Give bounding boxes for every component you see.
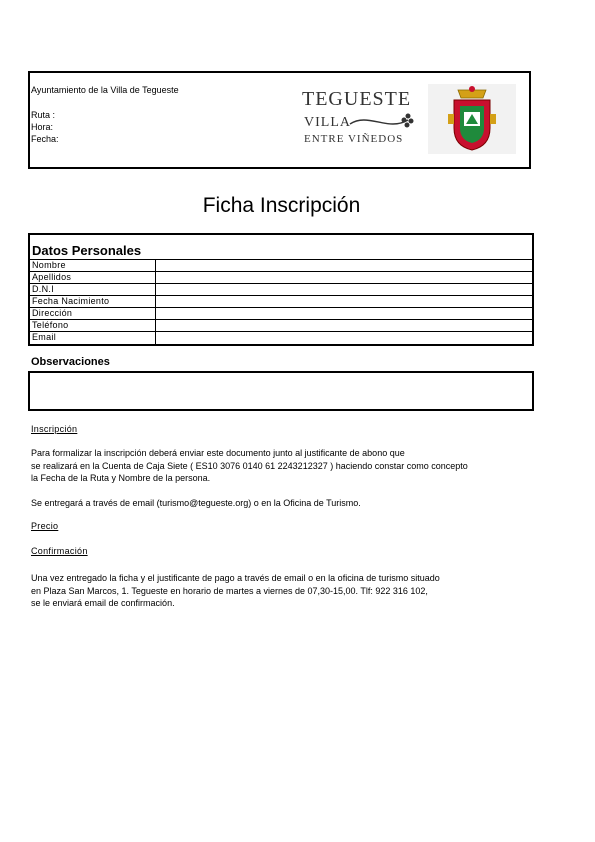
- vine-icon: [348, 110, 418, 136]
- org-name: Ayuntamiento de la Villa de Tegueste: [31, 85, 179, 95]
- precio-label: Precio: [31, 521, 59, 531]
- field-row-telefono[interactable]: [30, 319, 532, 331]
- field-label-apellidos: Apellidos: [32, 272, 72, 282]
- tegueste-logo: [300, 86, 422, 150]
- inscripcion-label: Inscripción: [31, 424, 78, 434]
- ruta-label: Ruta :: [31, 110, 56, 120]
- logo-line-2: VILLA: [304, 115, 351, 130]
- field-label-nombre: Nombre: [32, 260, 66, 270]
- field-row-nombre[interactable]: [30, 259, 532, 271]
- confirmacion-line-2: en Plaza San Marcos, 1. Tegueste en horario de martes a viernes de 07,30-15,00. Tlf: 922 316 102,: [31, 585, 428, 596]
- fecha-label: Fecha:: [31, 134, 59, 144]
- coat-of-arms: [428, 84, 516, 154]
- field-row-direccion[interactable]: [30, 307, 532, 319]
- logo-line-1: TEGUESTE: [302, 88, 412, 110]
- field-row-email[interactable]: [30, 331, 532, 344]
- confirmacion-label: Confirmación: [31, 546, 88, 556]
- inscripcion-text: [31, 447, 468, 485]
- field-row-apellidos[interactable]: [30, 271, 532, 283]
- field-label-telefono: Teléfono: [32, 320, 69, 330]
- field-label-dni: D.N.I: [32, 284, 55, 294]
- column-divider: [155, 320, 156, 331]
- datos-personales-heading: Datos Personales: [32, 243, 142, 258]
- shield-icon: [428, 84, 516, 154]
- inscripcion-line-2: se realizará en la Cuenta de Caja Siete ( ES10 3076 0140 61 2243212327 ) haciendo constar como concepto: [31, 460, 468, 471]
- field-label-email: Email: [32, 332, 57, 342]
- hora-label: Hora:: [31, 122, 54, 132]
- column-divider: [155, 272, 156, 283]
- inscripcion-line-1: Para formalizar la inscripción deberá enviar este documento junto al justificante de abono que: [31, 448, 405, 458]
- observaciones-box[interactable]: [28, 371, 534, 411]
- confirmacion-text: [31, 572, 440, 610]
- field-row-fecha-nacimiento[interactable]: [30, 295, 532, 307]
- observaciones-heading: Observaciones: [31, 356, 110, 368]
- field-row-dni[interactable]: [30, 283, 532, 295]
- field-label-fecha-nacimiento: Fecha Nacimiento: [32, 296, 110, 306]
- page-title: Ficha Inscripción: [202, 194, 361, 217]
- inscripcion-email-line: Se entregará a través de email (turismo@tegueste.org) o en la Oficina de Turismo.: [31, 498, 361, 508]
- column-divider: [155, 332, 156, 345]
- column-divider: [155, 308, 156, 319]
- inscripcion-line-3: la Fecha de la Ruta y Nombre de la persona.: [31, 473, 211, 483]
- confirmacion-line-1: Una vez entregado la ficha y el justificante de pago a través de email o en la oficina de turismo situado: [31, 573, 440, 583]
- column-divider: [155, 284, 156, 295]
- column-divider: [155, 260, 156, 271]
- field-label-direccion: Dirección: [32, 308, 73, 318]
- logo-line-3: ENTRE VIÑEDOS: [304, 133, 404, 145]
- column-divider: [155, 296, 156, 307]
- datos-personales-table: [28, 233, 534, 346]
- confirmacion-line-3: se le enviará email de confirmación.: [31, 598, 175, 608]
